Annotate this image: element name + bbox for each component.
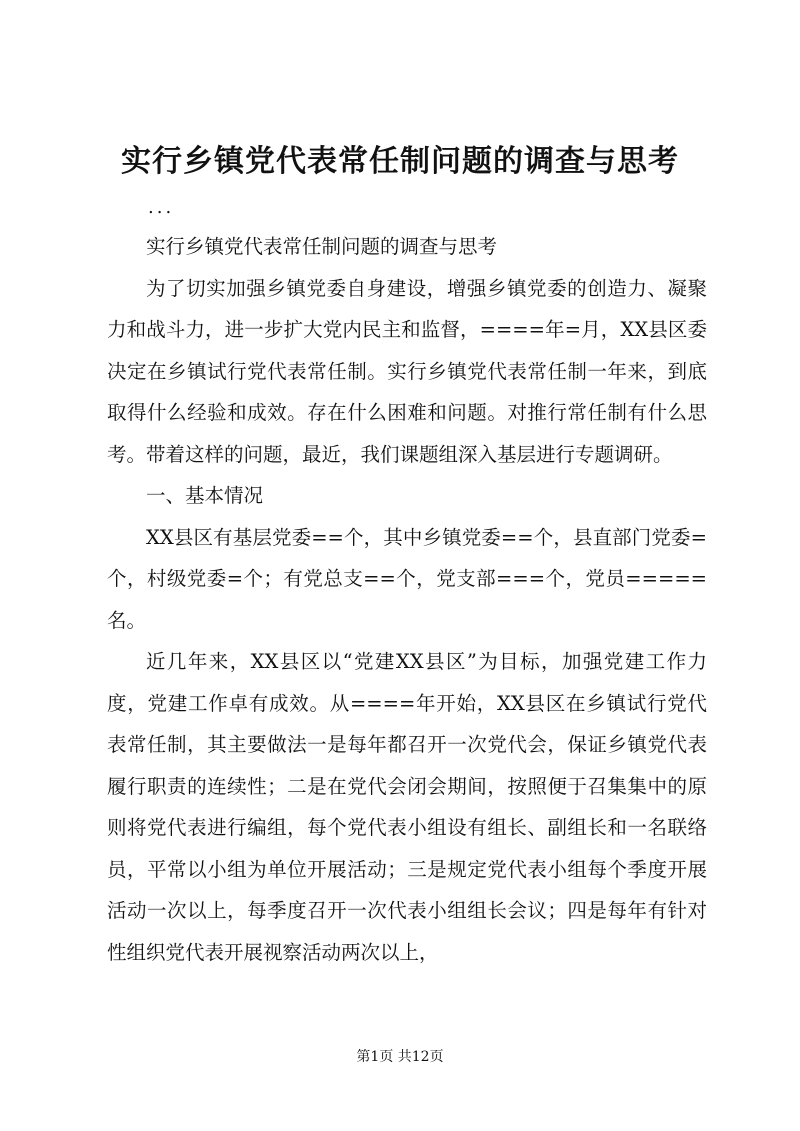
paragraph-statistics: XX县区有基层党委==个，其中乡镇党委==个，县直部门党委=个，村级党委=个；有党总支==个，党支部===个，党员=====名。: [107, 525, 707, 632]
page-footer: 第1页 共12页: [356, 1049, 444, 1065]
ellipsis-mark: ...: [148, 197, 175, 218]
document-title: 实行乡镇党代表常任制问题的调查与思考: [121, 144, 679, 179]
paragraph-intro: 为了切实加强乡镇党委自身建设，增强乡镇党委的创造力、凝聚力和战斗力，进一步扩大党内民主和监督，====年=月，XX县区委决定在乡镇试行党代表常任制。实行乡镇党代表常任制一年来，到底取得什么经验和成效。存在什么困难和问题。对推行常任制有什么思考。带着这样的问题，最近，我们课题组深入基层进行专题调研。: [107, 276, 707, 466]
section-heading-basic-situation: 一、基本情况: [146, 484, 264, 507]
document-body: [107, 226, 707, 973]
paragraph-subtitle: 实行乡镇党代表常任制问题的调查与思考: [146, 235, 498, 258]
paragraph-practices: 近几年来，XX县区以“党建XX县区”为目标，加强党建工作力度，党建工作卓有成效。从====年开始，XX县区在乡镇试行党代表常任制，其主要做法一是每年都召开一次党代会，保证乡镇党代表履行职责的连续性；二是在党代会闭会期间，按照便于召集集中的原则将党代表进行编组，每个党代表小组设有组长、副组长和一名联络员，平常以小组为单位开展活动；三是规定党代表小组每个季度开展活动一次以上，每季度召开一次代表小组组长会议；四是每年有针对性组织党代表开展视察活动两次以上，: [107, 650, 707, 964]
